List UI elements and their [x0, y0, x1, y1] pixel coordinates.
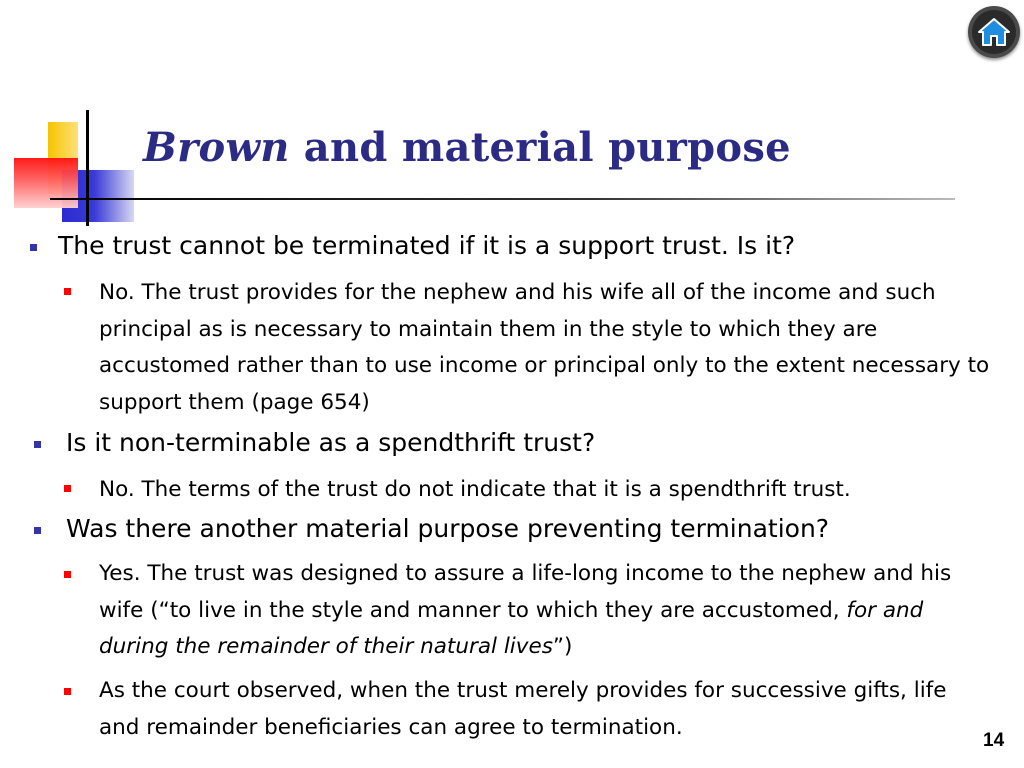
bullet-1-sub-1-text: No. The trust provides for the nephew and his wife all of the income and such principal as is necessary to maintain them in the style to which they are accustomed rather than to use income or principal only to the extent necessary to support them (page 654)	[99, 280, 990, 415]
bullet-3-text: Was there another material purpose preventing termination?	[66, 514, 830, 543]
title-italic: Brown	[143, 124, 290, 171]
title-rest: and material purpose	[289, 124, 791, 171]
bullet-square-icon	[34, 527, 41, 534]
sub-bullet-square-icon	[64, 288, 71, 295]
bullet-3-sub-1-end: ”)	[552, 634, 573, 660]
sub-bullet-square-icon	[64, 571, 71, 578]
sub-bullet-square-icon	[64, 688, 71, 695]
bullet-3-sub-2-text: As the court observed, when the trust merely provides for successive gifts, life and remainder beneficiaries can agree to termination.	[99, 678, 947, 740]
bullet-2-text: Is it non-terminable as a spendthrift trust?	[66, 428, 596, 457]
bullet-3-sub-1-text	[99, 556, 959, 666]
sub-bullet-square-icon	[64, 485, 71, 492]
bullet-square-icon	[30, 244, 37, 251]
bullet-2-sub-1-text: No. The terms of the trust do not indicate that it is a spendthrift trust.	[99, 477, 851, 502]
page-number: 14	[983, 730, 1005, 751]
bullet-square-icon	[34, 441, 41, 448]
bullet-1-text: The trust cannot be terminated if it is a support trust. Is it?	[58, 231, 796, 260]
bullet-3-sub-1-plain: Yes. The trust was designed to assure a life-long income to the nephew and his wife (“to live in the style and manner to which they are accustomed,	[99, 561, 952, 623]
bullet-3-sub-1-italic: for and during the remainder of their natural lives	[99, 597, 924, 660]
